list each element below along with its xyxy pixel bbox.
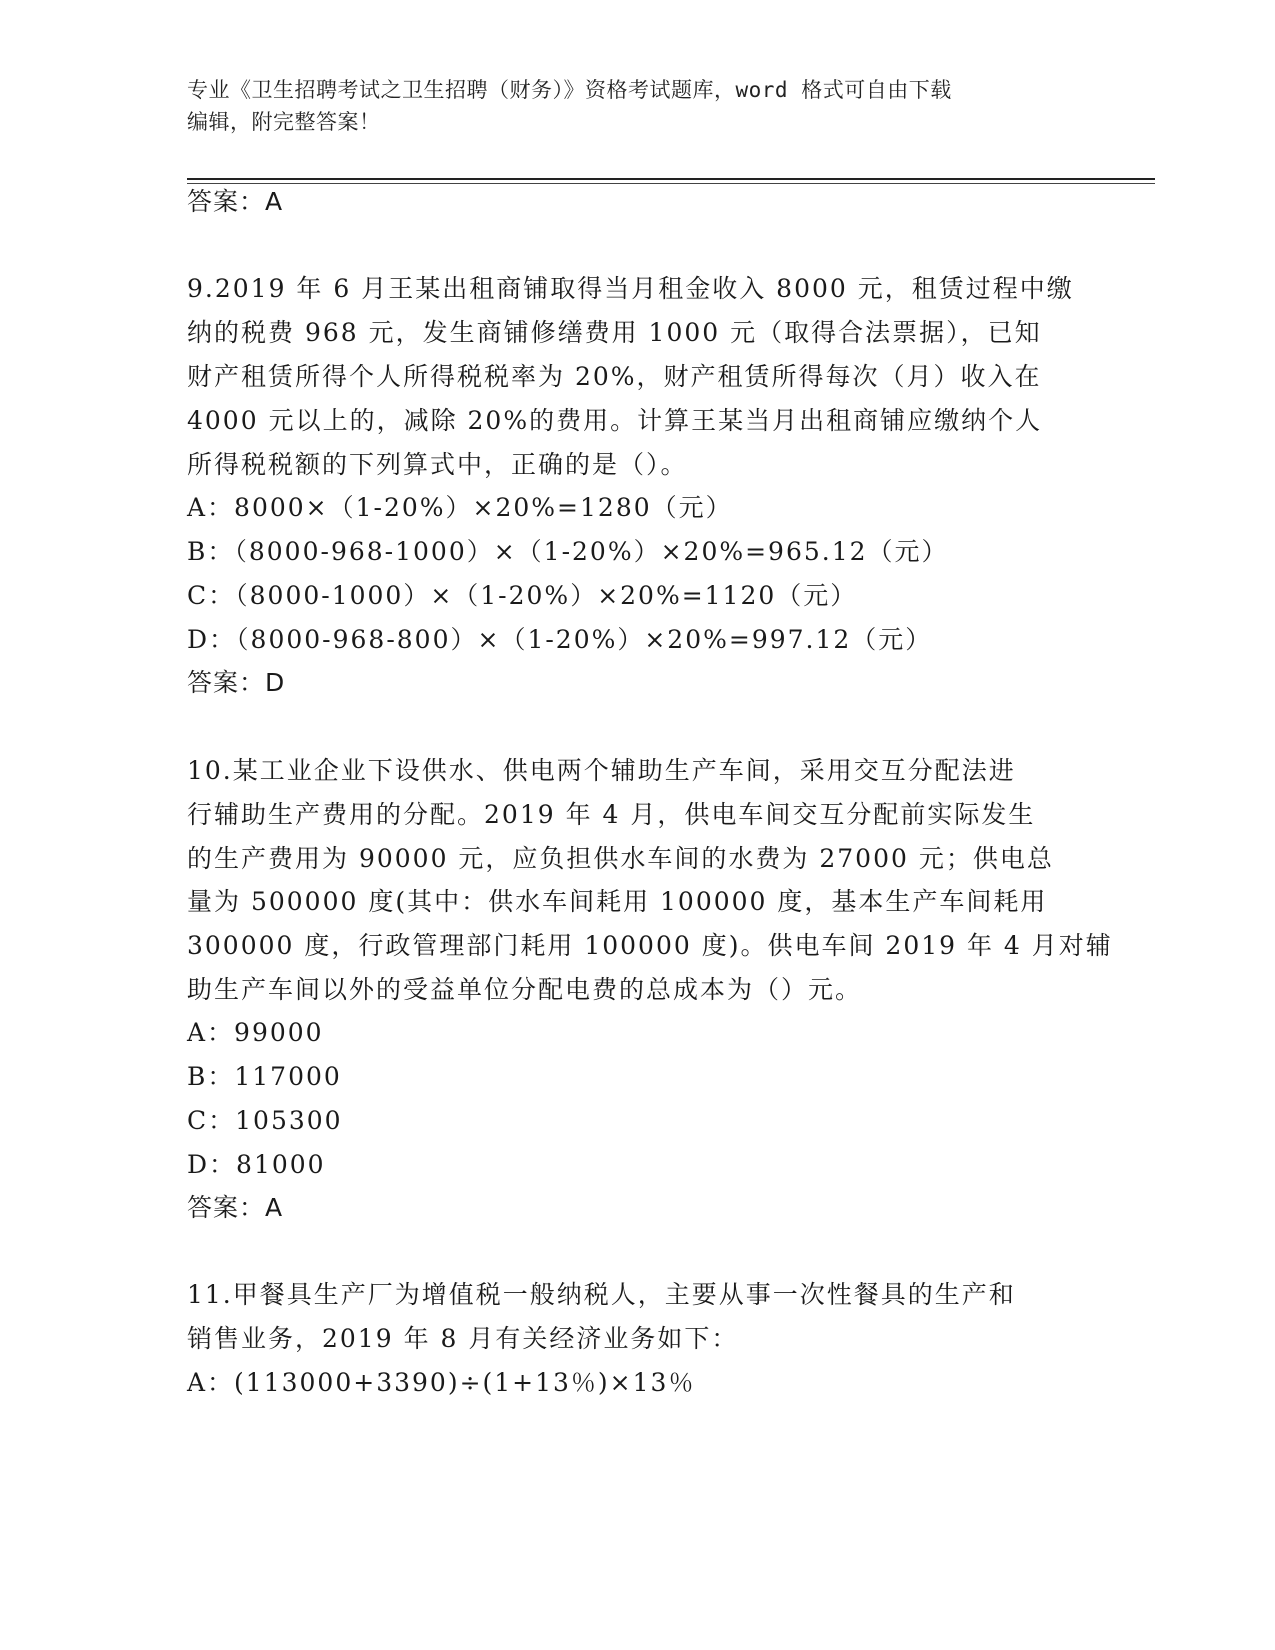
q10-stem-line-4: 量为 500000 度(其中：供水车间耗用 100000 度，基本生产车间耗用 (187, 887, 1048, 916)
q11-option-a: A：(113000+3390)÷(1+13％)×13％ (187, 1368, 696, 1397)
q10-option-a: A：99000 (187, 1018, 324, 1047)
q10-option-b: B：117000 (187, 1062, 342, 1091)
q10-stem-line-3: 的生产费用为 90000 元，应负担供水车间的水费为 27000 元；供电总 (187, 844, 1054, 873)
page-header (187, 74, 1087, 138)
q9-option-c: C：（8000-1000）×（1-20%）×20%=1120（元） (187, 581, 858, 610)
q10-answer: 答案：A (187, 1193, 284, 1222)
q9-stem-line-2: 纳的税费 968 元，发生商铺修缮费用 1000 元（取得合法票据），已知 (187, 318, 1042, 347)
q10-option-c: C：105300 (187, 1106, 343, 1135)
q9-stem-line-5: 所得税税额的下列算式中，正确的是（）。 (187, 450, 688, 479)
q9-option-b: B：（8000-968-1000）×（1-20%）×20%=965.12（元） (187, 537, 949, 566)
q9-stem-line-1: 9.2019 年 6 月王某出租商铺取得当月租金收入 8000 元，租赁过程中缴 (187, 274, 1074, 303)
q9-option-a: A：8000×（1-20%）×20%=1280（元） (187, 493, 733, 522)
q9-answer: 答案：D (187, 668, 286, 697)
q9-stem-line-3: 财产租赁所得个人所得税税率为 20%，财产租赁所得每次（月）收入在 (187, 362, 1042, 391)
q10-stem-line-2: 行辅助生产费用的分配。2019 年 4 月，供电车间交互分配前实际发生 (187, 800, 1036, 829)
q10-stem-line-6: 助生产车间以外的受益单位分配电费的总成本为（）元。 (187, 975, 863, 1004)
q11-stem-line-2: 销售业务，2019 年 8 月有关经济业务如下： (187, 1324, 739, 1353)
header-divider-thin (187, 183, 1155, 184)
header-line-1: 专业《卫生招聘考试之卫生招聘（财务）》资格考试题库，word 格式可自由下载 (187, 78, 952, 102)
q10-stem-line-1: 10.某工业企业下设供水、供电两个辅助生产车间，采用交互分配法进 (187, 756, 1016, 785)
q9-stem-line-4: 4000 元以上的，减除 20%的费用。计算王某当月出租商铺应缴纳个人 (187, 406, 1043, 435)
q10-option-d: D：81000 (187, 1150, 326, 1179)
header-divider-thick (187, 178, 1155, 180)
header-line-2: 编辑，附完整答案！ (187, 110, 381, 134)
q10-stem-line-5: 300000 度，行政管理部门耗用 100000 度)。供电车间 2019 年 4 月对辅 (187, 931, 1113, 960)
q9-option-d: D：（8000-968-800）×（1-20%）×20%=997.12（元） (187, 625, 933, 654)
previous-answer: 答案：A (187, 187, 284, 216)
q11-stem-line-1: 11.甲餐具生产厂为增值税一般纳税人，主要从事一次性餐具的生产和 (187, 1280, 1016, 1309)
